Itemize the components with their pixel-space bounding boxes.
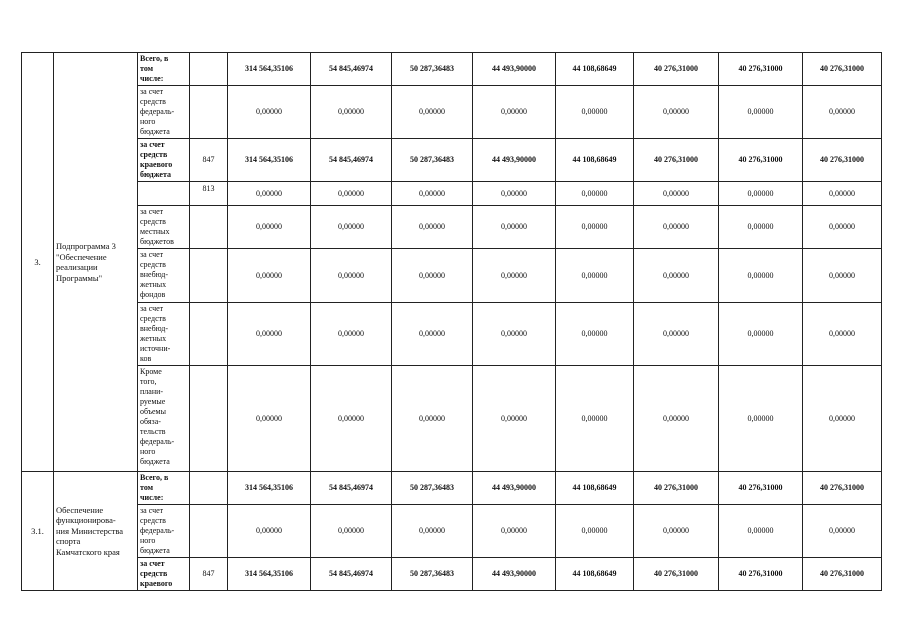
amount-cell: 40 276,31000 — [634, 472, 719, 505]
amount-cell: 0,00000 — [473, 249, 556, 303]
amount-cell: 40 276,31000 — [719, 472, 803, 505]
funding-source: Всего, в том числе: — [138, 53, 190, 86]
amount-cell: 0,00000 — [719, 303, 803, 366]
budget-code: 813 — [190, 182, 228, 206]
amount-cell: 44 108,68649 — [556, 558, 634, 591]
amount-cell: 314 564,35106 — [228, 53, 311, 86]
table-row — [22, 249, 882, 303]
amount-cell: 0,00000 — [311, 366, 392, 472]
table-row — [22, 86, 882, 139]
amount-cell: 0,00000 — [556, 303, 634, 366]
table-row — [22, 558, 882, 591]
amount-cell: 0,00000 — [311, 505, 392, 558]
amount-cell: 0,00000 — [473, 366, 556, 472]
amount-cell: 0,00000 — [634, 86, 719, 139]
table-row — [22, 505, 882, 558]
amount-cell: 0,00000 — [556, 366, 634, 472]
amount-cell: 0,00000 — [634, 303, 719, 366]
amount-cell: 40 276,31000 — [803, 472, 882, 505]
amount-cell: 0,00000 — [228, 86, 311, 139]
amount-cell: 314 564,35106 — [228, 558, 311, 591]
amount-cell: 44 108,68649 — [556, 53, 634, 86]
amount-cell: 0,00000 — [719, 505, 803, 558]
amount-cell: 0,00000 — [392, 303, 473, 366]
amount-cell: 44 108,68649 — [556, 139, 634, 182]
amount-cell: 0,00000 — [473, 303, 556, 366]
amount-cell: 0,00000 — [556, 86, 634, 139]
budget-code — [190, 505, 228, 558]
funding-source: Всего, в том числе: — [138, 472, 190, 505]
funding-source: за счет средств краевого бюджета — [138, 139, 190, 182]
amount-cell: 40 276,31000 — [803, 139, 882, 182]
amount-cell: 0,00000 — [803, 206, 882, 249]
amount-cell: 0,00000 — [228, 249, 311, 303]
amount-cell: 0,00000 — [719, 86, 803, 139]
table-row — [22, 303, 882, 366]
budget-code — [190, 86, 228, 139]
amount-cell: 0,00000 — [392, 366, 473, 472]
amount-cell: 50 287,36483 — [392, 139, 473, 182]
amount-cell: 0,00000 — [311, 249, 392, 303]
amount-cell: 0,00000 — [556, 206, 634, 249]
amount-cell: 54 845,46974 — [311, 472, 392, 505]
amount-cell: 0,00000 — [719, 366, 803, 472]
amount-cell: 40 276,31000 — [634, 53, 719, 86]
amount-cell: 0,00000 — [719, 206, 803, 249]
amount-cell: 54 845,46974 — [311, 558, 392, 591]
budget-table — [21, 52, 882, 591]
amount-cell: 0,00000 — [311, 182, 392, 206]
amount-cell: 0,00000 — [392, 182, 473, 206]
funding-source: за счет средств внебюд- жетных фондов — [138, 249, 190, 303]
amount-cell: 0,00000 — [392, 249, 473, 303]
amount-cell: 0,00000 — [311, 86, 392, 139]
amount-cell: 0,00000 — [392, 86, 473, 139]
amount-cell: 0,00000 — [719, 182, 803, 206]
amount-cell: 54 845,46974 — [311, 139, 392, 182]
amount-cell: 0,00000 — [473, 505, 556, 558]
amount-cell: 44 108,68649 — [556, 472, 634, 505]
table-row — [22, 53, 882, 86]
budget-code: 847 — [190, 139, 228, 182]
budget-code — [190, 366, 228, 472]
amount-cell: 0,00000 — [392, 505, 473, 558]
amount-cell: 0,00000 — [634, 206, 719, 249]
amount-cell: 0,00000 — [228, 182, 311, 206]
amount-cell: 0,00000 — [803, 303, 882, 366]
amount-cell: 50 287,36483 — [392, 558, 473, 591]
amount-cell: 44 493,90000 — [473, 558, 556, 591]
amount-cell: 40 276,31000 — [719, 558, 803, 591]
amount-cell: 0,00000 — [803, 86, 882, 139]
amount-cell: 0,00000 — [392, 206, 473, 249]
amount-cell: 0,00000 — [634, 366, 719, 472]
amount-cell: 0,00000 — [228, 303, 311, 366]
budget-code — [190, 472, 228, 505]
amount-cell: 50 287,36483 — [392, 53, 473, 86]
amount-cell: 0,00000 — [311, 206, 392, 249]
amount-cell: 0,00000 — [556, 505, 634, 558]
table-row — [22, 182, 882, 206]
amount-cell: 44 493,90000 — [473, 53, 556, 86]
table-row — [22, 206, 882, 249]
amount-cell: 40 276,31000 — [634, 139, 719, 182]
amount-cell: 314 564,35106 — [228, 139, 311, 182]
funding-source: за счет средств федераль- ного бюджета — [138, 505, 190, 558]
section-number: 3. — [22, 53, 54, 472]
budget-code — [190, 206, 228, 249]
amount-cell: 0,00000 — [803, 249, 882, 303]
table-row — [22, 139, 882, 182]
funding-source: за счет средств краевого — [138, 558, 190, 591]
budget-code: 847 — [190, 558, 228, 591]
amount-cell: 54 845,46974 — [311, 53, 392, 86]
amount-cell: 44 493,90000 — [473, 139, 556, 182]
funding-source: за счет средств федераль- ного бюджета — [138, 86, 190, 139]
budget-code — [190, 303, 228, 366]
amount-cell: 0,00000 — [473, 86, 556, 139]
amount-cell: 0,00000 — [803, 182, 882, 206]
amount-cell: 0,00000 — [719, 249, 803, 303]
amount-cell: 0,00000 — [228, 505, 311, 558]
amount-cell: 0,00000 — [803, 505, 882, 558]
section-number: 3.1. — [22, 472, 54, 591]
amount-cell: 0,00000 — [556, 249, 634, 303]
amount-cell: 40 276,31000 — [719, 139, 803, 182]
section-name: Подпрограмма 3 "Обеспечение реализации Программы" — [54, 53, 138, 472]
amount-cell: 40 276,31000 — [803, 558, 882, 591]
amount-cell: 44 493,90000 — [473, 472, 556, 505]
amount-cell: 50 287,36483 — [392, 472, 473, 505]
amount-cell: 0,00000 — [634, 182, 719, 206]
funding-source: за счет средств внебюд- жетных источни- ков — [138, 303, 190, 366]
amount-cell: 0,00000 — [311, 303, 392, 366]
amount-cell: 0,00000 — [228, 366, 311, 472]
section-name: Обеспечение функционирова- ния Министерства спорта Камчатского края — [54, 472, 138, 591]
amount-cell: 314 564,35106 — [228, 472, 311, 505]
amount-cell: 0,00000 — [803, 366, 882, 472]
amount-cell: 0,00000 — [634, 505, 719, 558]
table-row — [22, 472, 882, 505]
funding-source — [138, 182, 190, 206]
amount-cell: 0,00000 — [634, 249, 719, 303]
amount-cell: 40 276,31000 — [719, 53, 803, 86]
amount-cell: 0,00000 — [228, 206, 311, 249]
budget-code — [190, 249, 228, 303]
amount-cell: 0,00000 — [473, 182, 556, 206]
amount-cell: 0,00000 — [473, 206, 556, 249]
funding-source: за счет средств местных бюджетов — [138, 206, 190, 249]
amount-cell: 40 276,31000 — [634, 558, 719, 591]
table-row — [22, 366, 882, 472]
amount-cell: 0,00000 — [556, 182, 634, 206]
budget-code — [190, 53, 228, 86]
amount-cell: 40 276,31000 — [803, 53, 882, 86]
funding-source: Кроме того, плани- руемые объемы обяза- тельств федераль- ного бюджета — [138, 366, 190, 472]
